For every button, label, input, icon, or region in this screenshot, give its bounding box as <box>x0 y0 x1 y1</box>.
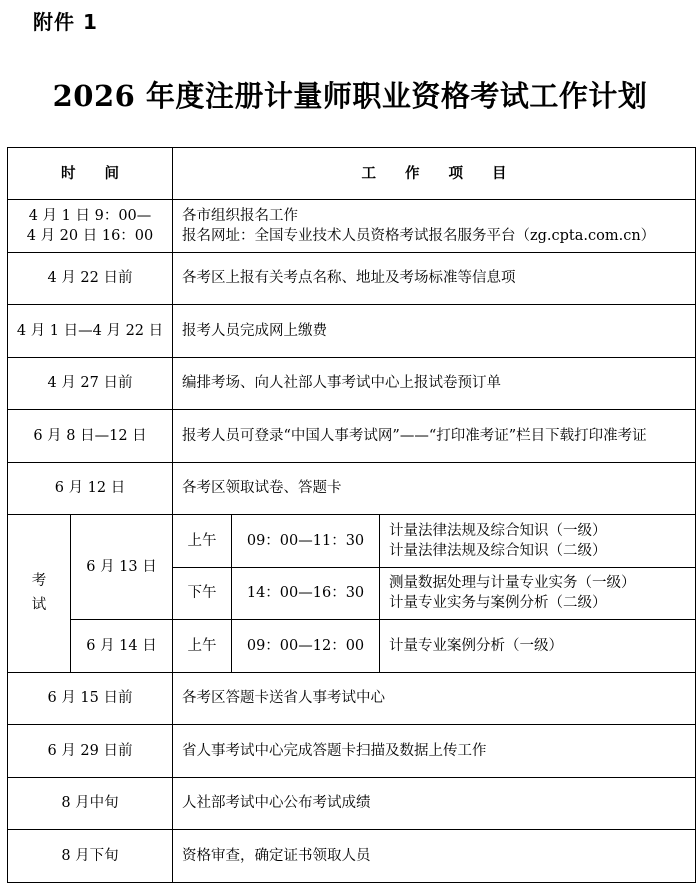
table-row <box>8 777 696 830</box>
work-plan-table <box>7 147 696 883</box>
table-row <box>8 252 696 305</box>
table-row <box>8 830 696 883</box>
exam-period-cell: 下午 <box>173 567 232 620</box>
time-cell: 6 月 29 日前 <box>8 725 173 778</box>
time-line: 4 月 1 日 9：00— <box>28 207 152 224</box>
item-cell: 资格审查，确定证书领取人员 <box>173 830 696 883</box>
column-header-items: 工 作 项 目 <box>173 148 696 200</box>
item-cell: 编排考场、向人社部人事考试中心上报试卷预订单 <box>173 357 696 410</box>
exam-date-cell: 6 月 13 日 <box>71 515 173 620</box>
time-line: 4 月 20 日 16：00 <box>26 227 154 244</box>
column-header-time: 时 间 <box>8 148 173 200</box>
item-line: 各市组织报名工作 <box>182 207 298 224</box>
exam-subject: 计量专业实务与案例分析（二级） <box>389 595 607 612</box>
exam-subject-cell <box>380 567 696 620</box>
time-cell: 6 月 8 日—12 日 <box>8 410 173 463</box>
table-row <box>8 357 696 410</box>
time-cell: 4 月 22 日前 <box>8 252 173 305</box>
item-cell <box>173 200 696 253</box>
item-cell: 各考区上报有关考点名称、地址及考场标准等信息项 <box>173 252 696 305</box>
table-row <box>8 200 696 253</box>
exam-label-char: 试 <box>31 597 47 614</box>
table-row <box>8 305 696 358</box>
time-cell <box>8 200 173 253</box>
item-cell: 省人事考试中心完成答题卡扫描及数据上传工作 <box>173 725 696 778</box>
table-row <box>8 410 696 463</box>
time-cell: 6 月 15 日前 <box>8 672 173 725</box>
attachment-label: 附件 1 <box>33 10 98 34</box>
exam-subject-cell: 计量专业案例分析（一级） <box>380 620 696 673</box>
item-cell: 人社部考试中心公布考试成绩 <box>173 777 696 830</box>
time-cell: 8 月下旬 <box>8 830 173 883</box>
exam-time-cell: 14：00—16：30 <box>232 567 380 620</box>
time-cell: 4 月 27 日前 <box>8 357 173 410</box>
exam-date-cell: 6 月 14 日 <box>71 620 173 673</box>
table-row <box>8 672 696 725</box>
exam-time-cell: 09：00—11：30 <box>232 515 380 568</box>
exam-subject: 计量法律法规及综合知识（二级） <box>389 542 607 559</box>
exam-subject: 计量法律法规及综合知识（一级） <box>389 522 607 539</box>
table-row <box>8 462 696 515</box>
time-cell: 4 月 1 日—4 月 22 日 <box>8 305 173 358</box>
time-cell: 8 月中旬 <box>8 777 173 830</box>
exam-time-cell: 09：00—12：00 <box>232 620 380 673</box>
item-cell: 报考人员完成网上缴费 <box>173 305 696 358</box>
exam-subject: 测量数据处理与计量专业实务（一级） <box>389 575 636 592</box>
table-row <box>8 725 696 778</box>
exam-row <box>8 620 696 673</box>
exam-period-cell: 上午 <box>173 620 232 673</box>
exam-label-cell <box>8 515 71 673</box>
item-cell: 报考人员可登录“中国人事考试网”——“打印准考证”栏目下载打印准考证 <box>173 410 696 463</box>
exam-period-cell: 上午 <box>173 515 232 568</box>
exam-row <box>8 515 696 568</box>
item-cell: 各考区答题卡送省人事考试中心 <box>173 672 696 725</box>
exam-label-char: 考 <box>31 573 47 590</box>
page-title: 2026 年度注册计量师职业资格考试工作计划 <box>52 79 648 113</box>
item-cell: 各考区领取试卷、答题卡 <box>173 462 696 515</box>
item-line: 报名网址：全国专业技术人员资格考试报名服务平台（zg.cpta.com.cn） <box>182 227 656 244</box>
table-header-row <box>8 148 696 200</box>
exam-subject-cell <box>380 515 696 568</box>
time-cell: 6 月 12 日 <box>8 462 173 515</box>
